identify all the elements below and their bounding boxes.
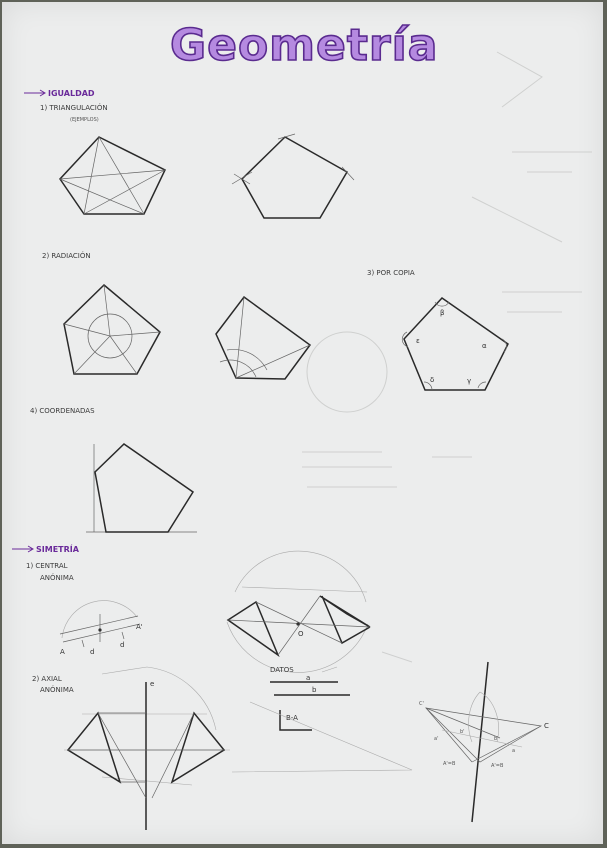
distance-label-d: d bbox=[120, 641, 125, 649]
datos-title: DATOS bbox=[270, 666, 294, 674]
axial-symmetry-figure bbox=[64, 667, 230, 830]
datos-construction bbox=[232, 667, 412, 772]
item-note-central: ANÓNIMA bbox=[40, 574, 74, 582]
axis-label-e: e bbox=[150, 680, 155, 688]
affine-label-a-prime-b: A'=B bbox=[491, 763, 504, 769]
point-label-a-prime: A' bbox=[136, 623, 143, 631]
item-label-triangulacion: 1) TRIANGULACIÓN bbox=[40, 104, 108, 112]
item-note-ejemplos: (EJEMPLOS) bbox=[70, 117, 99, 123]
datos-label-a: a bbox=[306, 674, 311, 682]
affine-label-a: a bbox=[512, 748, 516, 754]
affine-label-c: C bbox=[544, 722, 549, 730]
affine-label-b-prime: b' bbox=[494, 736, 499, 742]
angle-label: δ bbox=[430, 376, 435, 384]
pentagon-radiation bbox=[64, 285, 160, 374]
affine-label-b-prime: b' bbox=[460, 729, 465, 735]
item-label-axial: 2) AXIAL bbox=[32, 675, 62, 683]
pentagon-triangulation-copy bbox=[232, 134, 354, 218]
notebook-sheet bbox=[2, 2, 603, 844]
page-title: Geometría bbox=[170, 20, 439, 71]
central-symmetry-figure bbox=[227, 551, 370, 672]
pentagon-coordinates bbox=[86, 444, 197, 532]
angle-label: ε bbox=[416, 337, 420, 345]
item-note-axial: ANÓNIMA bbox=[40, 686, 74, 694]
affine-label-a-prime: a' bbox=[434, 736, 439, 742]
item-label-radiacion: 2) RADIACIÓN bbox=[42, 252, 91, 260]
arrow-icon bbox=[12, 546, 33, 552]
arrow-icon bbox=[24, 90, 45, 96]
central-symmetry-construction bbox=[60, 601, 143, 656]
angle-label: α bbox=[482, 342, 487, 350]
drawing-canvas bbox=[2, 2, 603, 844]
distance-label-d: d bbox=[90, 648, 95, 656]
center-label-o: O bbox=[298, 630, 304, 638]
pentagon-triangulation bbox=[60, 137, 165, 214]
datos-label-angle: B-A bbox=[286, 714, 298, 722]
angle-label: γ bbox=[467, 377, 472, 385]
item-label-coordenadas: 4) COORDENADAS bbox=[30, 407, 95, 415]
point-label-a: A bbox=[60, 648, 65, 656]
affine-label-a-prime-b: A'=B bbox=[443, 761, 456, 767]
pentagon-radiation-copy bbox=[216, 297, 310, 379]
angle-label: β bbox=[440, 309, 445, 317]
item-label-por-copia: 3) POR COPIA bbox=[367, 269, 415, 277]
item-label-central: 1) CENTRAL bbox=[26, 562, 68, 570]
section-heading-igualdad: IGUALDAD bbox=[48, 89, 95, 98]
datos-label-b: b bbox=[312, 686, 317, 694]
affine-construction bbox=[419, 662, 549, 822]
section-heading-simetria: SIMETRÍA bbox=[36, 545, 79, 554]
pentagon-copy-angles bbox=[402, 298, 508, 390]
bleed-through-marks bbox=[302, 52, 592, 662]
affine-label-c-prime: C' bbox=[419, 701, 424, 707]
